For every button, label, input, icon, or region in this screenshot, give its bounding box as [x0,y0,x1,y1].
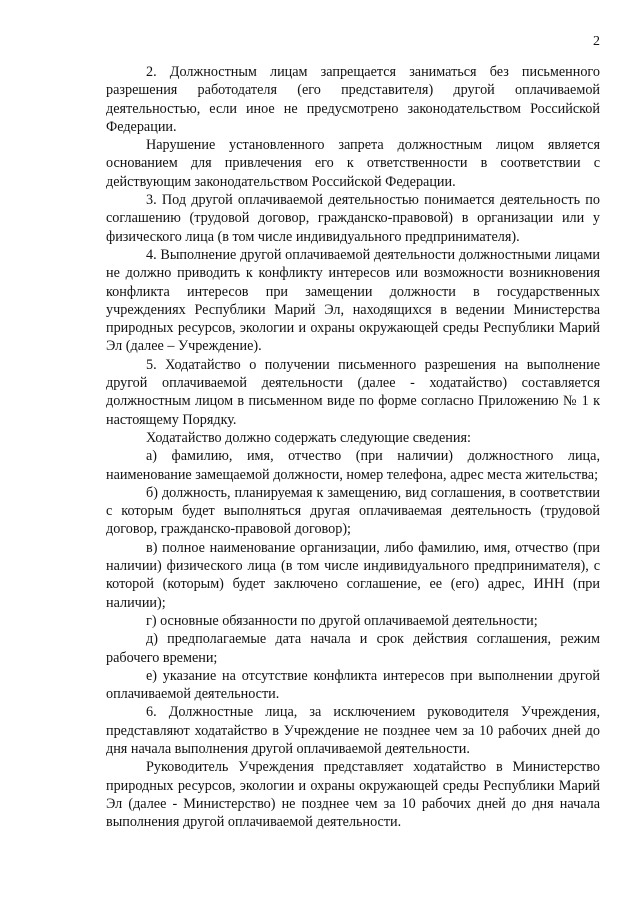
list-item-g: г) основные обязанности по другой оплачиваемой деятельности; [146,612,538,629]
paragraph-head-submission: Руководитель Учреждения представляет ходатайство в Министерство природных ресурсов, экологии и охраны окружающей среды Республики Марий Эл (далее - Министерство) не позднее чем за 10 рабочих дней до дня начала выполнения другой оплачиваемой деятельности. [106,759,600,831]
list-item-b: б) должность, планируемая к замещению, вид соглашения, в соответствии с которым будет выполняться другая оплачиваемая деятельность (трудовой договор, гражданско-правовой договор); [106,484,600,538]
list-item-a: а) фамилию, имя, отчество (при наличии) должностного лица, наименование замещаемой должности, номер телефона, адрес места жительства; [106,448,600,483]
paragraph-5: 5. Ходатайство о получении письменного разрешения на выполнение другой оплачиваемой деятельности (далее - ходатайство) составляется должностным лицом в письменном виде по форме согласно Приложению № 1 к настоящему Порядку. [106,356,600,428]
list-item-e: е) указание на отсутствие конфликта интересов при выполнении другой оплачиваемой деятельности. [106,667,600,703]
paragraph-2: 2. Должностным лицам запрещается заниматься без письменного разрешения работодателя (его представителя) другой оплачиваемой деятельностью, если иное не предусмотрено законодательством Российской Федерации. [106,64,600,135]
paragraph-3: 3. Под другой оплачиваемой деятельностью понимается деятельность по соглашению (трудовой договор, гражданско-правовой) в организации или у физического лица (в том числе индивидуального предпринимателя). [106,192,600,245]
paragraph-violation: Нарушение установленного запрета должностным лицом является основанием для привлечения его к ответственности в соответствии с действующим законодательством Российской Федерации. [106,137,600,190]
document-body [106,63,600,831]
list-item-d: д) предполагаемые дата начала и срок действия соглашения, режим рабочего времени; [106,631,600,666]
paragraph-4: 4. Выполнение другой оплачиваемой деятельности должностными лицами не должно приводить к конфликту интересов или возможности возникновения конфликта интересов при замещении должности в государственных учреждениях Республики Марий Эл, находящихся в ведении Министерства природных ресурсов, экологии и охраны окружающей среды Республики Марий Эл (далее – Учреждение). [106,246,600,355]
page-number: 2 [593,34,600,49]
paragraph-6: 6. Должностные лица, за исключением руководителя Учреждения, представляют ходатайство в Учреждение не позднее чем за 10 рабочих дней до дня начала выполнения другой оплачиваемой деятельности. [106,704,600,757]
list-item-v: в) полное наименование организации, либо фамилию, имя, отчество (при наличии) физического лица (в том числе индивидуального предпринимателя), с которой (которым) будет заключено соглашение, ее (его) адрес, ИНН (при наличии); [106,539,600,611]
paragraph-petition-contents: Ходатайство должно содержать следующие сведения: [146,429,471,446]
